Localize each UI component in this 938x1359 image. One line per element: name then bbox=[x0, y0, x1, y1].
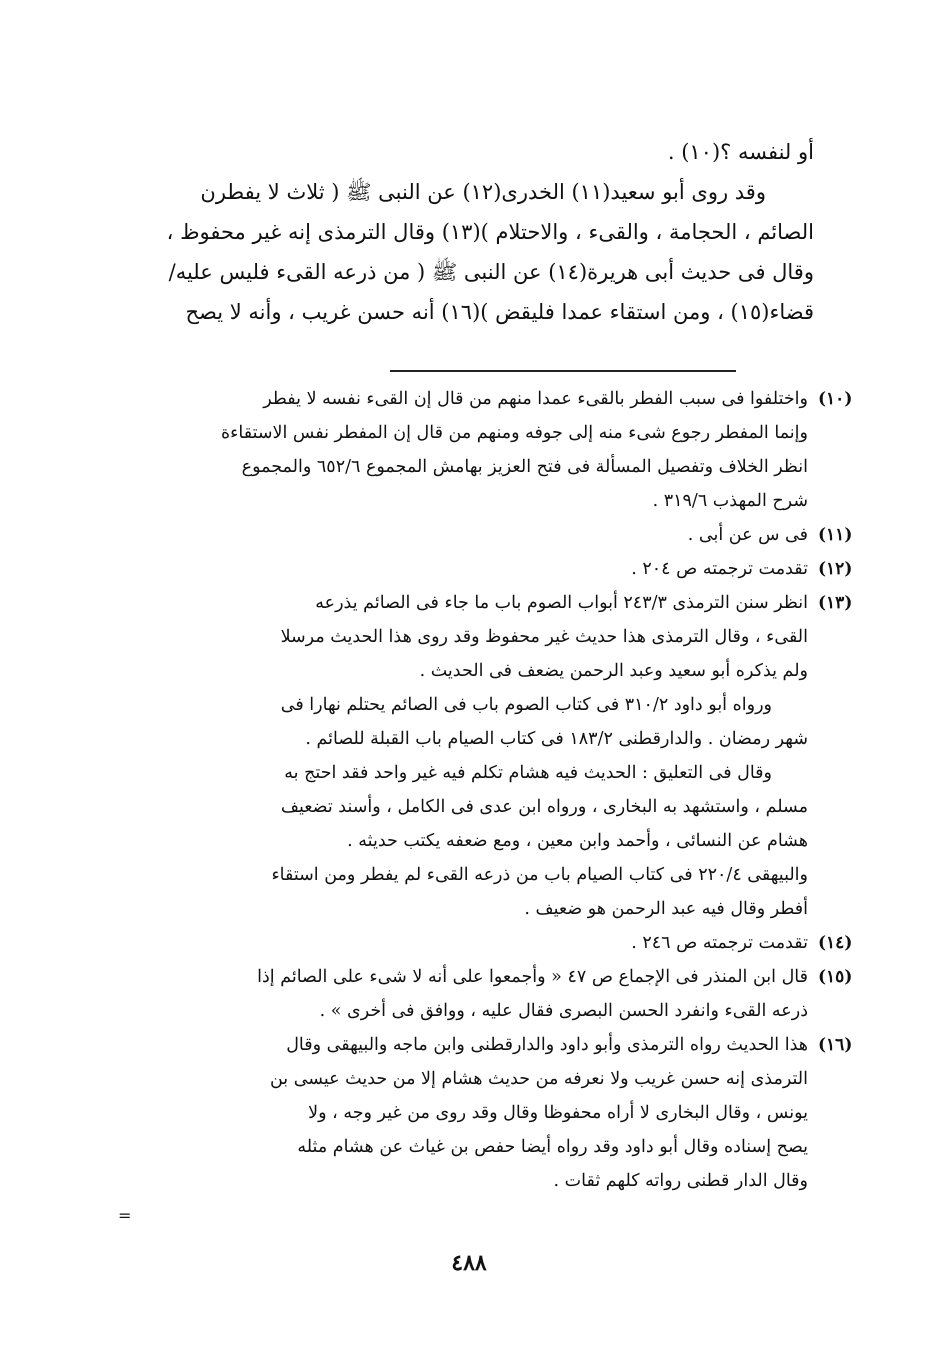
footnote-line: ولم يذكره أبو سعيد وعبد الرحمن يضعف فى الحديث . bbox=[419, 661, 808, 681]
footnote-line: وإنما المفطر رجوع شىء منه إلى جوفه ومنهم من قال إن المفطر نفس الاستقاءة bbox=[221, 423, 808, 443]
footnote-line: فى س عن أبى . bbox=[687, 525, 808, 545]
footnote-number: (١٥) bbox=[818, 967, 853, 987]
footnote-number: (١١) bbox=[818, 525, 853, 545]
page-number: ٤٨٨ bbox=[451, 1250, 487, 1276]
footnote-number: (١٢) bbox=[818, 559, 853, 579]
footnote-line: والبيهقى ٢٢٠/٤ فى كتاب الصيام باب من ذرعه القىء لم يفطر ومن استقاء bbox=[271, 865, 808, 885]
footnote-line: أفطر وقال فيه عبد الرحمن هو ضعيف . bbox=[524, 899, 808, 919]
main-line: قضاء(١٥) ، ومن استقاء عمدا فليقض )(١٦) أنه حسن غريب ، وأنه لا يصح bbox=[185, 300, 814, 324]
footnote-line: ذرعه القىء وانفرد الحسن البصرى فقال عليه ، ووافق فى أخرى » . bbox=[319, 1001, 808, 1021]
footnote-line: يصح إسناده وقال أبو داود وقد رواه أيضا حفص بن غياث عن هشام مثله bbox=[297, 1137, 808, 1157]
main-line: أو لنفسه ؟(١٠) . bbox=[667, 140, 814, 164]
footnote-12 bbox=[98, 552, 853, 586]
footnote-separator bbox=[390, 370, 736, 372]
footnote-line: الترمذى إنه حسن غريب ولا نعرفه من حديث هشام إلا من حديث عيسى بن bbox=[269, 1069, 808, 1089]
footnote-line: شهر رمضان . والدارقطنى ١٨٣/٢ فى كتاب الصيام باب القبلة للصائم . bbox=[305, 729, 808, 749]
footnote-line: القىء ، وقال الترمذى هذا حديث غير محفوظ وقد روى هذا الحديث مرسلا bbox=[280, 627, 808, 647]
footnote-line: قال ابن المنذر فى الإجماع ص ٤٧ « وأجمعوا على أنه لا شىء على الصائم إذا bbox=[257, 967, 808, 987]
footnote-15 bbox=[98, 960, 853, 1028]
footnote-line: شرح المهذب ٣١٩/٦ . bbox=[652, 491, 808, 511]
footnote-10 bbox=[98, 382, 853, 518]
footnote-line: انظر سنن الترمذى ٢٤٣/٣ أبواب الصوم باب ما جاء فى الصائم يذرعه bbox=[315, 593, 808, 613]
main-line: وقال فى حديث أبى هريرة(١٤) عن النبى ﷺ ( من ذرعه القىء فليس عليه/ bbox=[168, 260, 814, 284]
footnote-line: وقال فى التعليق : الحديث فيه هشام تكلم فيه غير واحد فقد احتج به bbox=[284, 763, 772, 783]
main-text bbox=[98, 132, 814, 332]
footnote-16 bbox=[98, 1028, 853, 1198]
margin-mark: = bbox=[118, 1206, 132, 1225]
footnote-line: تقدمت ترجمته ص ٢٤٦ . bbox=[631, 933, 808, 953]
footnote-number: (١٠) bbox=[818, 389, 853, 409]
footnote-line: ورواه أبو داود ٣١٠/٢ فى كتاب الصوم باب فى الصائم يحتلم نهارا فى bbox=[280, 695, 772, 715]
footnote-14 bbox=[98, 926, 853, 960]
footnote-line: انظر الخلاف وتفصيل المسألة فى فتح العزيز بهامش المجموع ٦٥٢/٦ والمجموع bbox=[241, 457, 808, 477]
footnote-11 bbox=[98, 518, 853, 552]
footnote-line: مسلم ، واستشهد به البخارى ، ورواه ابن عدى فى الكامل ، وأسند تضعيف bbox=[280, 797, 808, 817]
footnote-line: هذا الحديث رواه الترمذى وأبو داود والدارقطنى وابن ماجه والبيهقى وقال bbox=[286, 1035, 808, 1055]
footnote-line: تقدمت ترجمته ص ٢٠٤ . bbox=[631, 559, 808, 579]
footnote-number: (١٣) bbox=[818, 593, 853, 613]
footnote-number: (١٤) bbox=[818, 933, 853, 953]
main-line: الصائم ، الحجامة ، والقىء ، والاحتلام )(١٣) وقال الترمذى إنه غير محفوظ ، bbox=[166, 220, 814, 244]
footnote-line: وقال الدار قطنى رواته كلهم ثقات . bbox=[553, 1171, 808, 1191]
main-line: وقد روى أبو سعيد(١١) الخدرى(١٢) عن النبى ﷺ ( ثلاث لا يفطرن bbox=[200, 180, 766, 204]
footnote-number: (١٦) bbox=[818, 1035, 853, 1055]
footnote-line: هشام عن النسائى ، وأحمد وابن معين ، ومع ضعفه يكتب حديثه . bbox=[347, 831, 808, 851]
footnote-line: يونس ، وقال البخارى لا أراه محفوظا وقال وقد روى من غير وجه ، ولا bbox=[308, 1103, 808, 1123]
footnotes bbox=[98, 382, 853, 1198]
footnote-13 bbox=[98, 586, 853, 926]
footnote-line: واختلفوا فى سبب الفطر بالقىء عمدا منهم من قال إن القىء نفسه لا يفطر bbox=[263, 389, 808, 409]
